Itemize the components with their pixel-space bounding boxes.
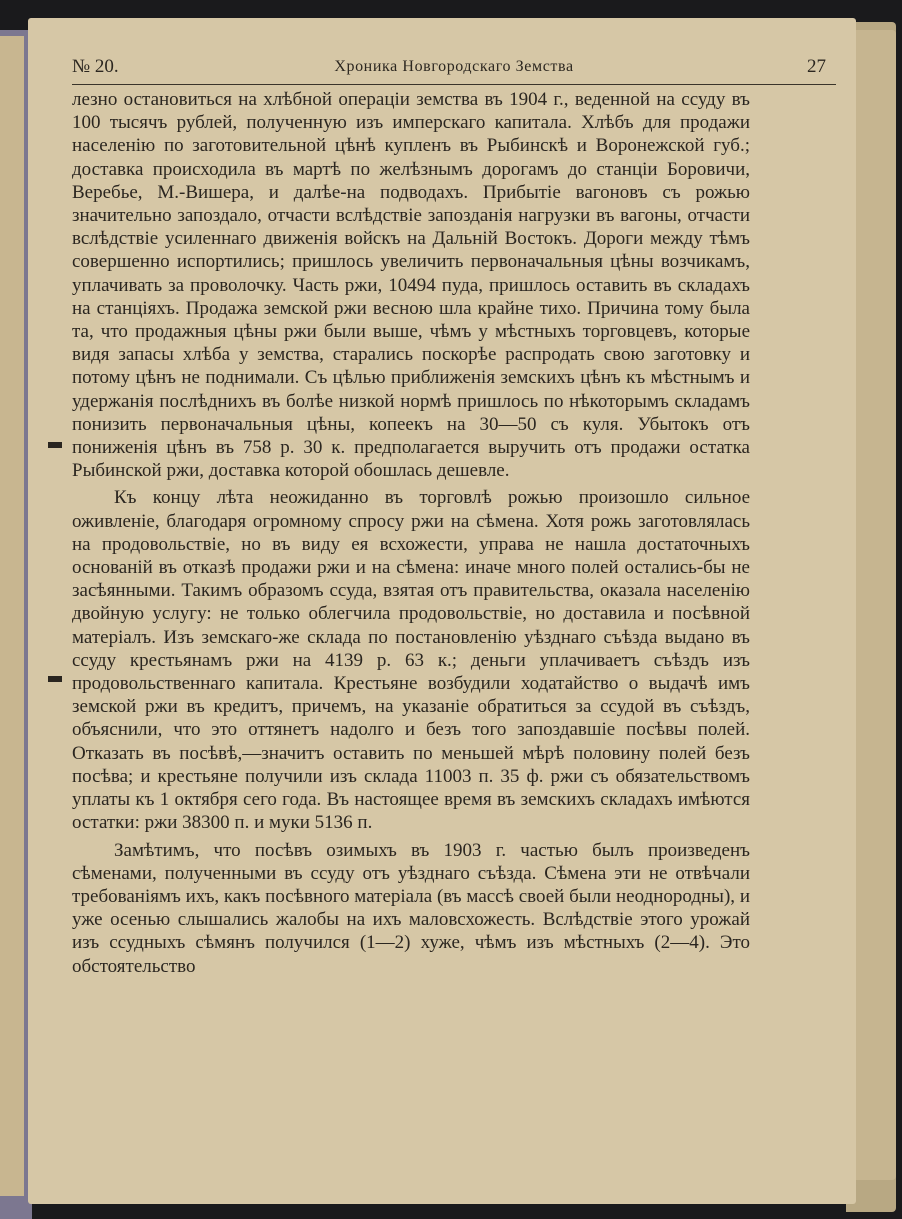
paragraph-2: Къ концу лѣта неожиданно въ торговлѣ рожью произошло сильное оживленіе, благодаря огромному спросу ржи на сѣмена. Хотя рожь заготовлялась на продовольствіе, но въ виду ея всхожести, управа не нашла достаточныхъ основаній въ отказѣ продажи ржи и на сѣмена: иначе много полей остались-бы не засѣянными. Такимъ образомъ ссуда, взятая отъ правительства, оказала населенію двойную услугу: не только облегчила продовольствіе, но доставила и посѣвной матеріалъ. Изъ земскаго-же склада по постановленію уѣзднаго съѣзда выдано въ ссуду крестьянамъ ржи на 4139 р. 63 к.; деньги уплачиваетъ съѣздъ изъ продовольственнаго капитала. Крестьяне возбудили ходатайство о выдачѣ имъ земской ржи въ кредитъ, причемъ, на указаніе обратиться за ссудой въ съѣздъ, объяснили, что это оттянетъ надолго и безъ того запоздавшіе посѣвы полей. Отказать въ посѣвѣ,—значитъ оставить по меньшей мѣрѣ половину полей безъ посѣва; и крестьяне получили изъ склада 11003 п. 35 ф. ржи съ обязательствомъ уплаты къ 1 октября сего года. Въ настоящее время въ земскихъ складахъ имѣются остатки: ржи 38300 п. и муки 5136 п. [72,487,750,834]
facing-page-edge [0,36,24,1196]
page-number: 27 [807,56,826,77]
page-body [72,88,750,978]
page-tear-mark [48,676,62,682]
issue-number: № 20. [72,56,119,77]
paragraph-3: Замѣтимъ, что посѣвъ озимыхъ въ 1903 г. частью былъ произведенъ сѣменами, полученными въ ссуду отъ уѣзднаго съѣзда. Сѣмена эти не отвѣчали требованіямъ ихъ, какъ посѣвного матеріала (въ массѣ своей были неоднородны), и уже осенью слышались жалобы на ихъ маловсхожесть. Вслѣдствіе этого урожай изъ ссудныхъ сѣмянъ получился (1—2) хуже, чѣмъ изъ мѣстныхъ (2—4). Это обстоятельство [72,839,750,977]
journal-title: Хроника Новгородскаго Земства [334,58,574,75]
paragraph-1: лезно остановиться на хлѣбной операціи земства въ 1904 г., веденной на ссуду въ 100 тысячъ рублей, полученную изъ имперскаго капитала. Хлѣбъ для продажи населенію по заготовительной цѣнѣ купленъ въ Рыбинскѣ и Воронежской губ.; доставка происходила въ мартѣ по желѣзнымъ дорогамъ до станціи Боровичи, Веребье, М.-Вишера, и далѣе-на подводахъ. Прибытіе вагоновъ съ рожью значительно запоздало, отчасти вслѣдствіе запозданія нагрузки въ вагоны, отчасти вслѣдствіе усиленнаго движенія войскъ на Дальній Востокъ. Дороги между тѣмъ совершенно испортились; пришлось увеличить первоначальныя цѣны возчикамъ, уплачивать за проволочку. Часть ржи, 10494 пуда, пришлось оставить въ складахъ на станціяхъ. Продажа земской ржи весною шла крайне тихо. Причина тому была та, что продажныя цѣны ржи были выше, чѣмъ у мѣстныхъ торговцевъ, которые видя запасы хлѣба у земства, старались поскорѣе распродать свою заготовку и потому цѣнъ не поднимали. Съ цѣлью приближенія земскихъ цѣнъ къ мѣстнымъ и удержанія послѣднихъ въ болѣе низкой нормѣ пришлось по нѣкоторымъ складамъ понизить первоначальныя цѣны, копеекъ на 30—50 съ куля. Убытокъ отъ пониженія цѣнъ въ 758 р. 30 к. предполагается выручить отъ продажи остатка Рыбинской ржи, доставка которой обошлась дешевле. [72,89,750,482]
page-tear-mark [48,442,62,448]
book-page [28,18,856,1204]
page-stack-edge-inner [856,30,896,1180]
running-header [72,54,836,85]
